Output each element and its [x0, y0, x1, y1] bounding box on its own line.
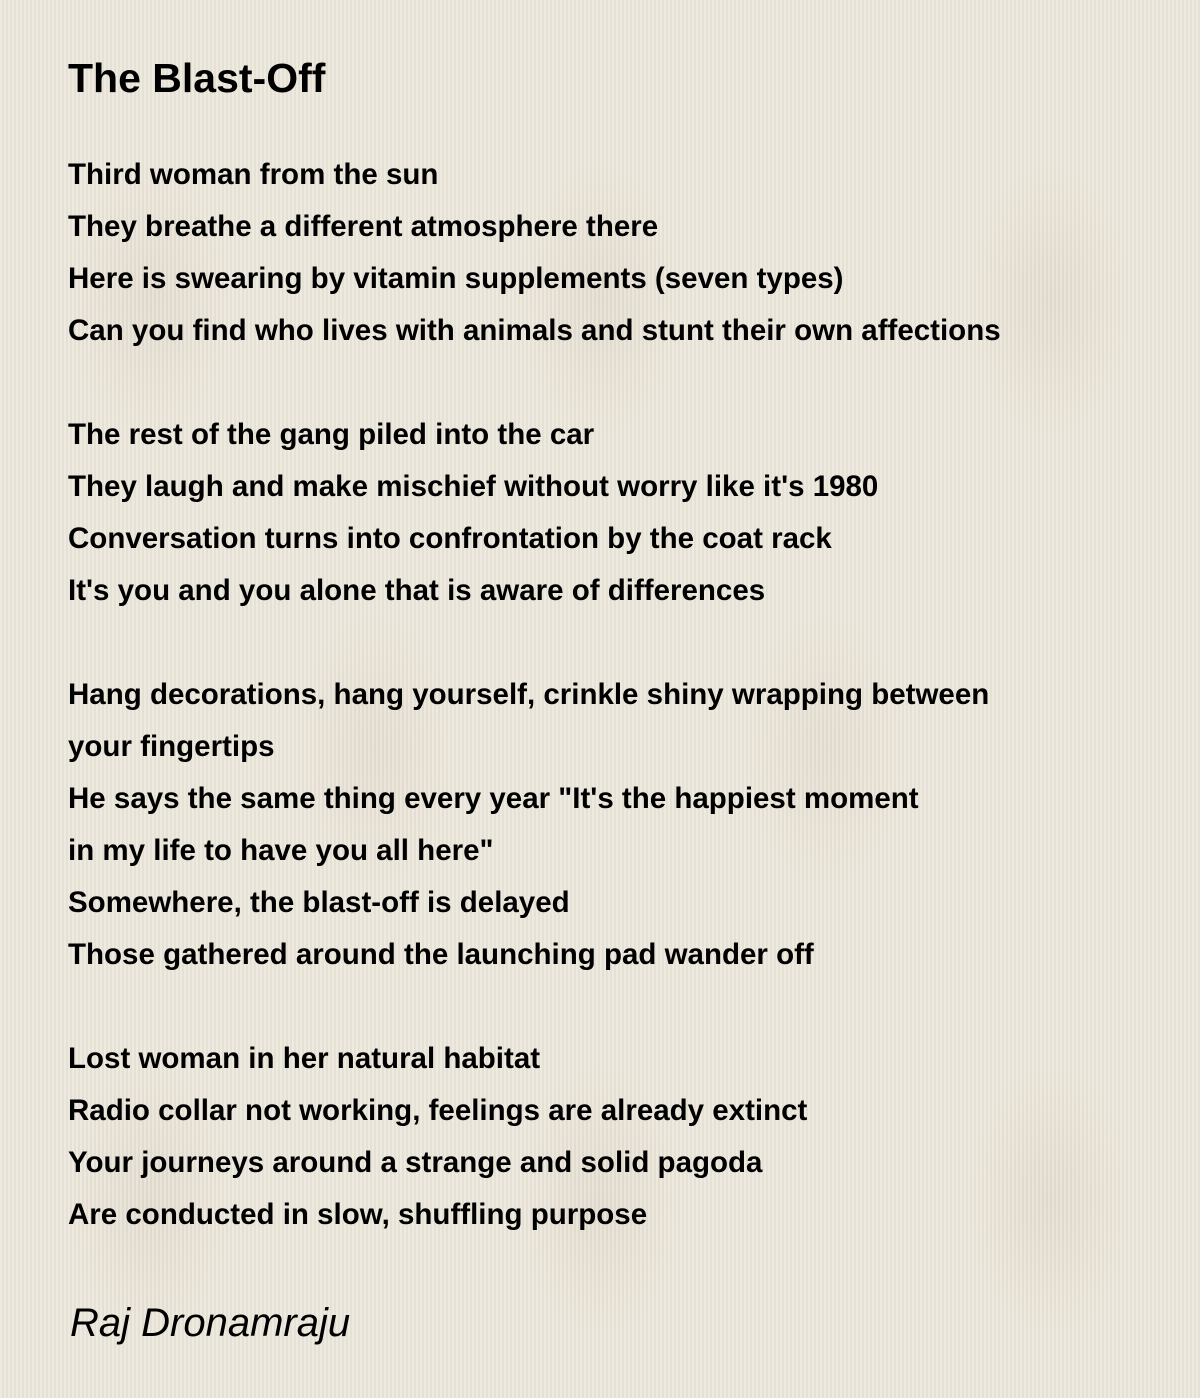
stanza	[68, 1033, 1168, 1241]
stanza	[68, 149, 1168, 357]
poem-line: Those gathered around the launching pad wander off	[68, 938, 814, 971]
poem-line: Third woman from the sun	[68, 158, 439, 191]
poem-line: He says the same thing every year "It's the happiest moment	[68, 782, 919, 815]
poem-title: The Blast-Off	[68, 55, 326, 101]
stanza	[68, 409, 1168, 617]
poem-line: It's you and you alone that is aware of differences	[68, 574, 766, 607]
poem-line: Lost woman in her natural habitat	[68, 1042, 541, 1075]
poem-line: Here is swearing by vitamin supplements (seven types)	[68, 262, 844, 295]
poem-author: Raj Dronamraju	[70, 1301, 351, 1345]
poem-line: Conversation turns into confrontation by the coat rack	[68, 522, 832, 555]
poem-line: Hang decorations, hang yourself, crinkle shiny wrapping between	[68, 678, 990, 711]
poem-line: Your journeys around a strange and solid pagoda	[68, 1146, 763, 1179]
poem-line: in my life to have you all here"	[68, 834, 494, 867]
poem-line: They laugh and make mischief without worry like it's 1980	[68, 470, 879, 503]
poem-line: Somewhere, the blast-off is delayed	[68, 886, 570, 919]
poem-line: your fingertips	[68, 730, 275, 763]
poem-line: Radio collar not working, feelings are already extinct	[68, 1094, 808, 1127]
stanza	[68, 669, 1168, 981]
poem-line: Can you find who lives with animals and stunt their own affections	[68, 314, 1001, 347]
poem-line: They breathe a different atmosphere there	[68, 210, 659, 243]
poem-line: The rest of the gang piled into the car	[68, 418, 595, 451]
poem-line: Are conducted in slow, shuffling purpose	[68, 1198, 648, 1231]
poem-body	[68, 149, 1168, 1241]
